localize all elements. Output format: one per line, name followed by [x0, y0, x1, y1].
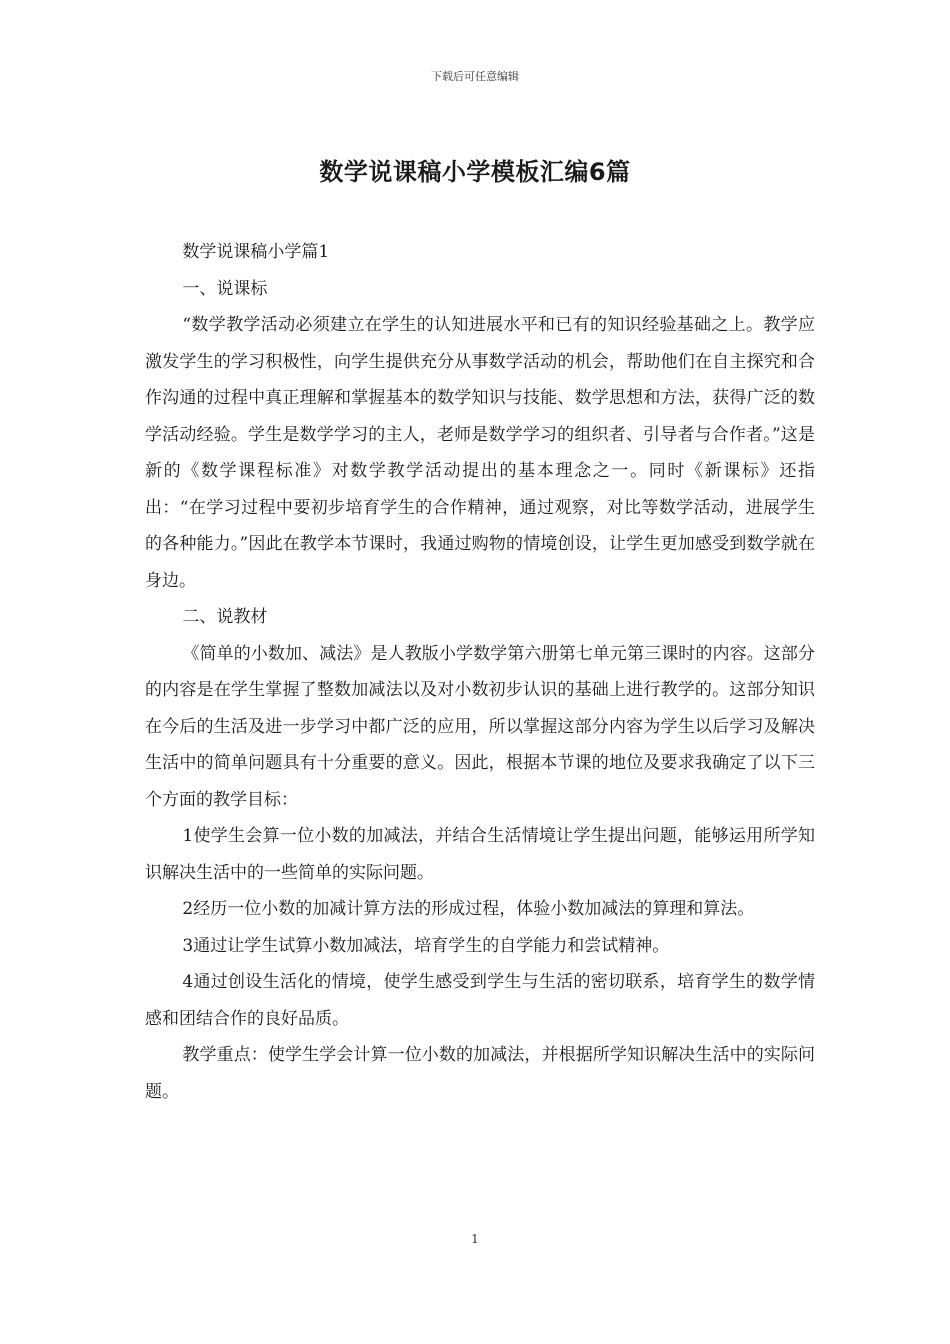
subheading-curriculum-standard: 一、说课标: [182, 278, 268, 299]
goal-item-4: 4通过创设生活化的情境，使学生感受到学生与生活的密切联系，培育学生的数学情感和团结合作的良好品质。: [145, 972, 815, 1029]
teaching-focus: 教学重点：使学生学会计算一位小数的加减法，并根据所学知识解决生活中的实际问题。: [145, 1045, 815, 1102]
subheading-textbook: 二、说教材: [182, 607, 268, 627]
goal-item-2: 2经历一位小数的加减计算方法的形成过程，体验小数加减法的算理和算法。: [182, 899, 755, 919]
page-number: 1: [471, 1232, 479, 1246]
paragraph-curriculum-standard: “数学教学活动必须建立在学生的认知进展水平和已有的知识经验基础之上。教学应激发学生的学习积极性，向学生提供充分从事数学活动的机会，帮助他们在自主探究和合作沟通的过程中真正理解和掌握基本的数学知识与技能、数学思想和方法，获得广泛的数学活动经验。学生是数学学习的主人，老师是数学学习的组织者、引导者与合作者。”这是新的《数学课程标准》对数学教学活动提出的基本理念之一。同时《新课标》还指出：“在学习过程中要初步培育学生的合作精神，通过观察，对比等数学活动，进展学生的各种能力。”因此在教学本节课时，我通过购物的情境创设，让学生更加感受到数学就在身边。: [145, 315, 815, 591]
document-title: 数学说课稿小学模板汇编6篇: [319, 158, 631, 186]
goal-item-3: 3通过让学生试算小数加减法，培育学生的自学能力和尝试精神。: [182, 935, 670, 956]
page-header-note: 下载后可任意编辑: [431, 70, 519, 83]
paragraph-textbook: 《简单的小数加、减法》是人教版小学数学第六册第七单元第三课时的内容。这部分的内容是在学生掌握了整数加减法以及对小数初步认识的基础上进行教学的。这部分知识在今后的生活及进一步学习中都广泛的应用，所以掌握这部分内容为学生以后学习及解决生活中的简单问题具有十分重要的意义。因此，根据本节课的地位及要求我确定了以下三个方面的教学目标：: [145, 643, 815, 810]
document-body: [145, 234, 815, 1110]
goal-item-1: 1使学生会算一位小数的加减法，并结合生活情境让学生提出问题，能够运用所学知识解决生活中的一些简单的实际问题。: [145, 826, 815, 883]
section-heading: 数学说课稿小学篇1: [182, 242, 330, 262]
